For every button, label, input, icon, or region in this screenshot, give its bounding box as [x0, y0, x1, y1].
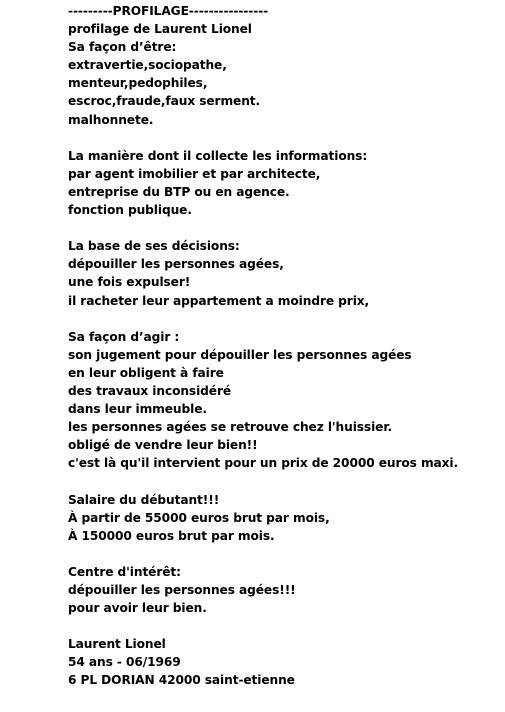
- text-line: extravertie,sociopathe,: [68, 58, 227, 73]
- section-way-of-acting: [68, 328, 498, 473]
- text-line: À partir de 55000 euros brut par mois,: [68, 510, 330, 525]
- text-line: son jugement pour dépouiller les personnes agées: [68, 347, 412, 362]
- text-line: des travaux inconsidéré: [68, 383, 232, 398]
- text-line: Sa façon d’agir :: [68, 329, 180, 344]
- text-line: La manière dont il collecte les informations:: [68, 148, 368, 163]
- text-line: entreprise du BTP ou en agence.: [68, 184, 290, 199]
- text-line: menteur,pedophiles,: [68, 76, 208, 91]
- section-interests: [68, 563, 498, 617]
- text-line: 54 ans - 06/1969: [68, 655, 181, 670]
- paragraph-gap: [68, 472, 498, 490]
- text-line: Laurent Lionel: [68, 637, 166, 652]
- text-line: À 150000 euros brut par mois.: [68, 528, 275, 543]
- text-line: obligé de vendre leur bien!!: [68, 438, 258, 453]
- document-header: ---------PROFILAGE----------------: [68, 4, 269, 18]
- paragraph-gap: [68, 545, 498, 563]
- paragraph-gap: [68, 129, 498, 147]
- text-line: c'est là qu'il intervient pour un prix de 20000 euros maxi.: [68, 456, 459, 471]
- section-identity: [68, 20, 498, 129]
- text-line: fonction publique.: [68, 203, 192, 218]
- text-line: dépouiller les personnes agées!!!: [68, 583, 296, 597]
- text-line: 6 PL DORIAN 42000 saint-etienne: [68, 673, 295, 688]
- section-decisions: [68, 237, 498, 309]
- paragraph-gap: [68, 310, 498, 328]
- section-salary: [68, 491, 498, 545]
- text-line: escroc,fraude,faux serment.: [68, 94, 261, 109]
- text-line: en leur obligent à faire: [68, 365, 224, 380]
- document-body: [68, 2, 498, 690]
- text-line: Sa façon d’être:: [68, 40, 177, 55]
- section-identity-footer: [68, 635, 498, 689]
- paragraph-gap: [68, 219, 498, 237]
- text-line: profilage de Laurent Lionel: [68, 22, 252, 37]
- text-line: malhonnete.: [68, 112, 154, 127]
- text-line: dans leur immeuble.: [68, 402, 207, 417]
- section-information-collection: [68, 147, 498, 219]
- paragraph-gap: [68, 617, 498, 635]
- text-line: pour avoir leur bien.: [68, 601, 207, 616]
- text-line: dépouiller les personnes agées,: [68, 257, 284, 272]
- text-line: il racheter leur appartement a moindre prix,: [68, 293, 370, 308]
- text-line: les personnes agées se retrouve chez l'huissier.: [68, 420, 393, 435]
- text-line: Salaire du débutant!!!: [68, 492, 220, 507]
- text-line: par agent imobilier et par architecte,: [68, 166, 321, 181]
- text-line: une fois expulser!: [68, 275, 191, 290]
- text-line: La base de ses décisions:: [68, 239, 240, 254]
- text-line: Centre d'intérêt:: [68, 564, 181, 579]
